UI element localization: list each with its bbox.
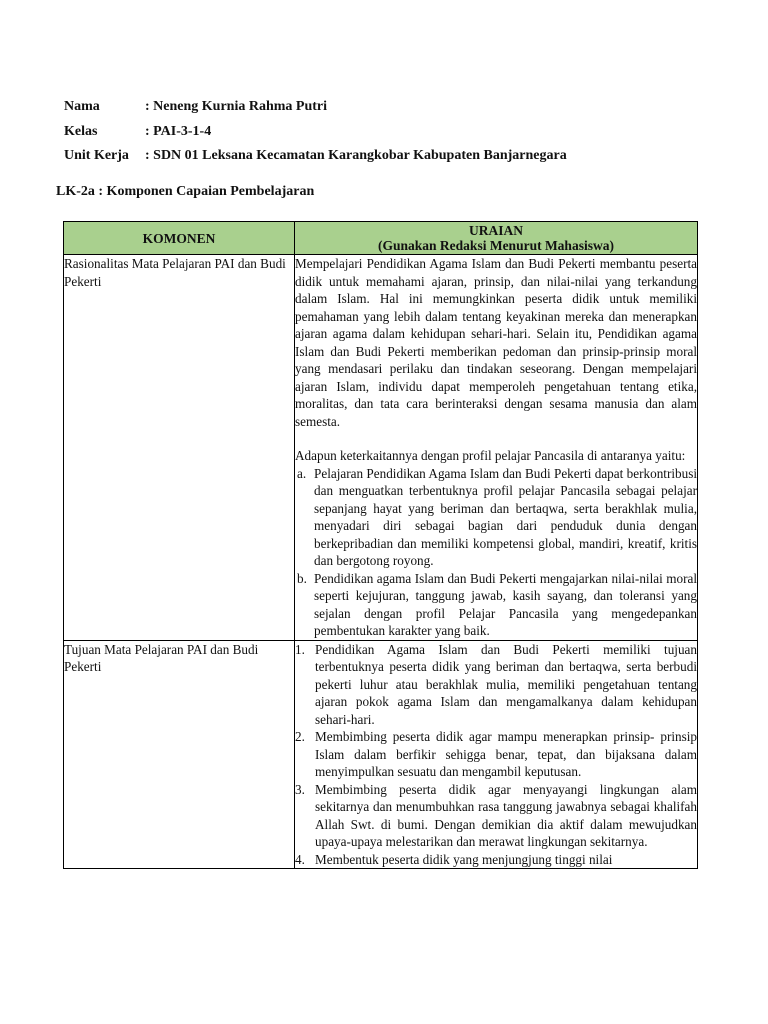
- list-marker: b.: [297, 570, 307, 586]
- list-item-text: Pendidikan Agama Islam dan Budi Pekerti memiliki tujuan terbentuknya peserta didik yang beriman dan bertaqwa, serta berbudi pekerti luhur atau berakhlak mulia, memiliki pengetahuan tentang ajaran pokok agama Islam dan mengamalkanya dalam kehidupan sehari-hari.: [315, 641, 697, 727]
- tujuan-list: [295, 641, 697, 869]
- list-marker: 1.: [295, 641, 305, 657]
- unit-kerja-label: Unit Kerja: [64, 148, 129, 163]
- list-item-text: Membimbing peserta didik agar mampu menerapkan prinsip- prinsip Islam dalam berfikir sehigga benar, tepat, dan bijaksana dalam menyimpulkan sesuatu dan mengambil keputusan.: [315, 729, 697, 779]
- table-row: [64, 640, 698, 869]
- list-item-text: Pelajaran Pendidikan Agama Islam dan Budi Pekerti dapat berkontribusi dan menguatkan terbentuknya profil pelajar Pancasila sebagai pelajar sepanjang hayat yang beriman dan bertaqwa, serta berakhlak mulia, menyadari diri sebagai bagian dari penduduk dunia dengan berkepribadian dan memiliki kompetensi global, mandiri, kreatif, kritis dan bergotong royong.: [314, 465, 697, 568]
- list-marker: 2.: [295, 729, 305, 744]
- komponen-cell: Tujuan Mata Pelajaran PAI dan Budi Pekerti: [64, 640, 295, 869]
- identity-block: [64, 99, 567, 173]
- list-item: [295, 641, 697, 729]
- profil-pancasila-list: [295, 465, 697, 640]
- list-marker: a.: [297, 465, 307, 481]
- worksheet-title: LK-2a : Komponen Capaian Pembelajaran: [56, 184, 315, 199]
- header-uraian: [295, 222, 698, 255]
- capaian-table: [63, 221, 698, 869]
- list-item-text: Membentuk peserta didik yang menjungjung tinggi nilai: [315, 851, 613, 867]
- unit-kerja-value: : SDN 01 Leksana Kecamatan Karangkobar Kabupaten Banjarnegara: [145, 148, 567, 163]
- kelas-row: [64, 124, 567, 149]
- list-item-text: Pendidikan agama Islam dan Budi Pekerti mengajarkan nilai-nilai moral seperti kejujuran, tanggung jawab, kasih sayang, dan toleransi yang sejalan dengan profil Pelajar Pancasila yang mengedepankan pembentukan karakter yang baik.: [314, 570, 697, 638]
- header-uraian-title: URAIAN: [469, 223, 523, 238]
- unit-kerja-row: [64, 148, 567, 173]
- list-item: [295, 851, 697, 869]
- paragraph-gap: [295, 430, 697, 447]
- list-item: [295, 781, 697, 851]
- list-item: [295, 728, 697, 781]
- uraian-paragraph: Adapun keterkaitannya dengan profil pelajar Pancasila di antaranya yaitu:: [295, 448, 686, 463]
- table-row: [64, 255, 698, 641]
- uraian-cell: [295, 640, 698, 869]
- uraian-cell: [295, 255, 698, 641]
- komponen-cell: Rasionalitas Mata Pelajaran PAI dan Budi Pekerti: [64, 255, 295, 641]
- header-komponen: KOMONEN: [64, 222, 295, 255]
- list-marker: 4.: [295, 851, 305, 867]
- list-item: [295, 570, 697, 640]
- list-item-text: Membimbing peserta didik agar menyayangi lingkungan alam sekitarnya dan menumbuhkan rasa tanggung jawabnya sebagai khalifah Allah Swt. di bumi. Dengan demikian dia aktif dalam mewujudkan upaya-upaya melestarikan dan merawat lingkungan sekitarnya.: [315, 781, 697, 849]
- nama-value: : Neneng Kurnia Rahma Putri: [145, 99, 327, 114]
- kelas-label: Kelas: [64, 123, 98, 139]
- kelas-value: : PAI-3-1-4: [145, 123, 212, 139]
- header-uraian-subtitle: (Gunakan Redaksi Menurut Mahasiswa): [378, 238, 614, 253]
- uraian-paragraph: Mempelajari Pendidikan Agama Islam dan Budi Pekerti membantu peserta didik untuk memahami ajaran, prinsip, dan nilai-nilai yang terkandung dalam Islam. Hal ini memungkinkan peserta didik untuk memiliki pemahaman yang lebih dalam tentang keyakinan mereka dan menerapkan ajaran agama dalam kehidupan sehari-hari. Selain itu, Pendidikan agama Islam dan Budi Pekerti memberikan pedoman dan prinsip-prinsip moral yang mendasari perilaku dan tindakan seseorang. Dengan mempelajari ajaran Islam, individu dapat memperoleh pengetahuan tentang etika, moralitas, dan tata cara berinteraksi dengan sesama manusia dan alam semesta.: [295, 256, 697, 429]
- nama-row: [64, 99, 567, 124]
- list-item: [295, 465, 697, 570]
- nama-label: Nama: [64, 99, 100, 114]
- table-header-row: [64, 222, 698, 255]
- list-marker: 3.: [295, 781, 305, 797]
